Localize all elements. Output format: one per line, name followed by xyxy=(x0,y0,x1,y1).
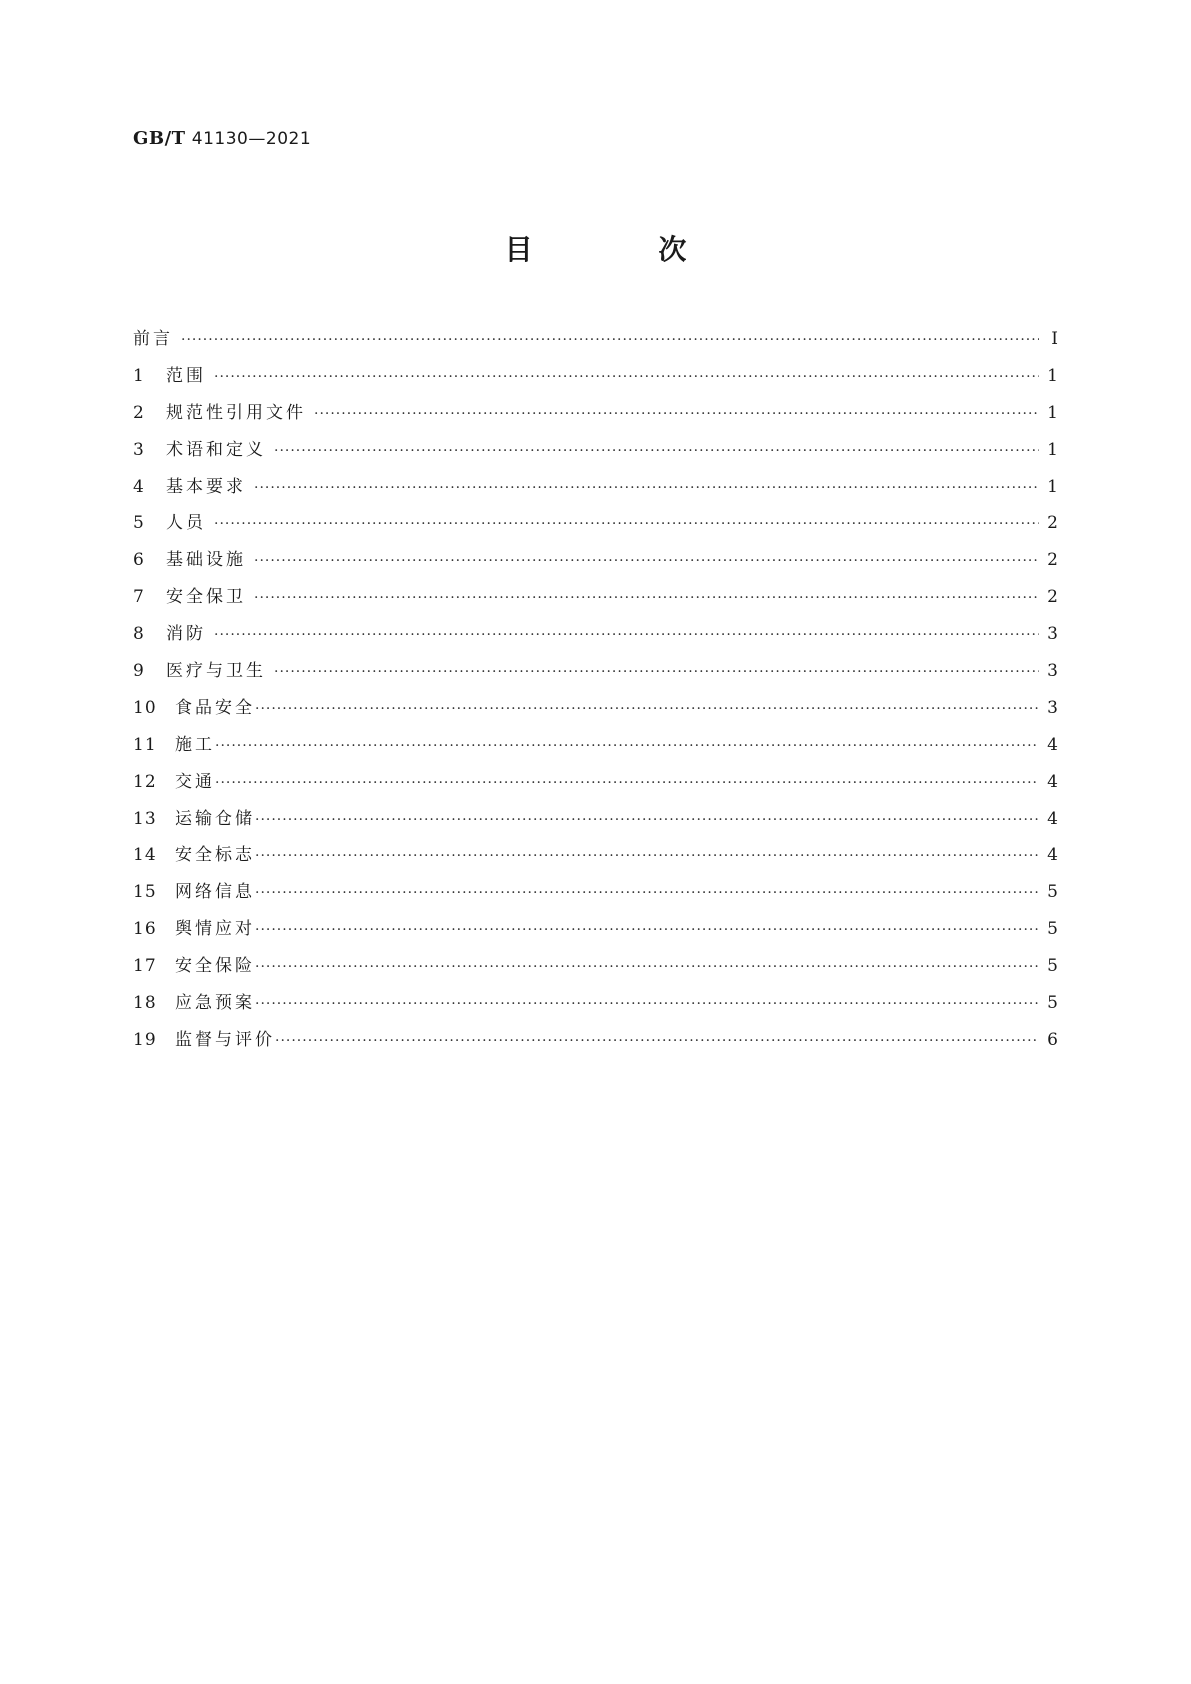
toc-entry-label: 应急预案 xyxy=(175,993,255,1014)
toc-entry-page: 1 xyxy=(1047,402,1059,423)
toc-entry-label: 安全保险 xyxy=(175,956,255,977)
toc-entry[interactable] xyxy=(133,656,1059,693)
toc-entry[interactable] xyxy=(133,988,1059,1025)
toc-entry-number: 2 xyxy=(133,402,145,423)
toc-dot-leader xyxy=(255,922,1039,938)
toc-dot-leader xyxy=(255,885,1039,901)
toc-entry-page: 4 xyxy=(1047,734,1059,755)
toc-dot-leader xyxy=(255,959,1039,975)
toc-entry-page: 3 xyxy=(1047,624,1059,645)
toc-entry[interactable] xyxy=(133,840,1059,877)
toc-dot-leader xyxy=(254,590,1039,606)
toc-entry[interactable] xyxy=(133,767,1059,804)
toc-dot-leader xyxy=(255,996,1039,1012)
toc-entry-page: 4 xyxy=(1047,845,1059,866)
toc-entry-label: 运输仓储 xyxy=(175,808,255,829)
toc-entry-page: 5 xyxy=(1047,956,1059,977)
toc-entry-page: 5 xyxy=(1047,882,1059,903)
toc-dot-leader xyxy=(274,443,1039,459)
toc-entry-label: 安全保卫 xyxy=(166,587,246,608)
toc-entry-number: 16 xyxy=(133,919,157,940)
toc-entry-number: 14 xyxy=(133,845,157,866)
toc-entry-number: 9 xyxy=(133,661,145,682)
toc-entry-page: 3 xyxy=(1047,661,1059,682)
toc-dot-leader xyxy=(254,480,1039,496)
toc-entry-label: 医疗与卫生 xyxy=(166,661,266,682)
toc-entry[interactable] xyxy=(133,435,1059,472)
toc-dot-leader xyxy=(214,369,1039,385)
toc-entry-label: 术语和定义 xyxy=(166,439,266,460)
toc-dot-leader xyxy=(314,406,1039,422)
toc-entry-number: 15 xyxy=(133,882,157,903)
toc-entry-label: 范围 xyxy=(166,365,206,386)
table-of-contents xyxy=(133,324,1059,1062)
toc-entry[interactable] xyxy=(133,398,1059,435)
toc-entry-number: 6 xyxy=(133,550,145,571)
toc-entry[interactable] xyxy=(133,1025,1059,1062)
toc-entry-number: 18 xyxy=(133,993,157,1014)
toc-entry-label: 交通 xyxy=(175,771,215,792)
toc-dot-leader xyxy=(214,627,1039,643)
toc-entry-page: 2 xyxy=(1047,550,1059,571)
toc-dot-leader xyxy=(255,701,1039,717)
toc-dot-leader xyxy=(215,775,1039,791)
toc-entry-number: 1 xyxy=(133,365,145,386)
toc-entry[interactable] xyxy=(133,508,1059,545)
toc-entry-number: 12 xyxy=(133,771,157,792)
toc-entry[interactable] xyxy=(133,804,1059,841)
toc-entry-page: 5 xyxy=(1047,919,1059,940)
toc-entry-label: 人员 xyxy=(166,513,206,534)
toc-dot-leader xyxy=(254,553,1039,569)
toc-dot-leader xyxy=(255,848,1039,864)
toc-entry-page: Ⅰ xyxy=(1051,329,1059,349)
toc-entry-number: 11 xyxy=(133,734,157,755)
standard-code xyxy=(133,128,311,149)
toc-entry-page: 1 xyxy=(1047,439,1059,460)
toc-entry-label: 网络信息 xyxy=(175,882,255,903)
toc-entry-page: 2 xyxy=(1047,587,1059,608)
toc-entry-label: 安全标志 xyxy=(175,845,255,866)
toc-entry-number: 17 xyxy=(133,956,157,977)
toc-dot-leader xyxy=(255,812,1039,828)
toc-entry-number: 8 xyxy=(133,624,145,645)
toc-entry[interactable] xyxy=(133,951,1059,988)
toc-entry[interactable] xyxy=(133,619,1059,656)
standard-number: 41130—2021 xyxy=(191,129,312,149)
toc-entry-label: 食品安全 xyxy=(175,697,255,718)
toc-entry-label: 前言 xyxy=(133,329,173,349)
toc-entry-label: 舆情应对 xyxy=(175,919,255,940)
toc-entry-number: 7 xyxy=(133,587,145,608)
toc-dot-leader xyxy=(215,738,1039,754)
toc-entry-page: 4 xyxy=(1047,808,1059,829)
toc-entry-label: 消防 xyxy=(166,624,206,645)
toc-entry-label: 施工 xyxy=(175,734,215,755)
toc-entry-page: 5 xyxy=(1047,993,1059,1014)
toc-dot-leader xyxy=(275,1033,1039,1049)
toc-entry-page: 1 xyxy=(1047,476,1059,497)
standard-prefix: GB/T xyxy=(133,128,186,149)
toc-entry[interactable] xyxy=(133,877,1059,914)
toc-entry[interactable] xyxy=(133,324,1059,361)
toc-entry-page: 2 xyxy=(1047,513,1059,534)
toc-entry-number: 19 xyxy=(133,1029,157,1050)
toc-entry[interactable] xyxy=(133,472,1059,509)
toc-entry-label: 规范性引用文件 xyxy=(166,402,306,423)
toc-entry-number: 5 xyxy=(133,513,145,534)
toc-title: 目 次 xyxy=(504,233,745,266)
toc-dot-leader xyxy=(214,516,1039,532)
toc-entry-page: 4 xyxy=(1047,771,1059,792)
toc-entry-number: 4 xyxy=(133,476,145,497)
toc-entry[interactable] xyxy=(133,361,1059,398)
toc-entry[interactable] xyxy=(133,693,1059,730)
toc-entry-page: 1 xyxy=(1047,365,1059,386)
toc-entry-label: 基本要求 xyxy=(166,476,246,497)
toc-entry[interactable] xyxy=(133,545,1059,582)
toc-entry[interactable] xyxy=(133,914,1059,951)
toc-entry[interactable] xyxy=(133,730,1059,767)
toc-entry-number: 13 xyxy=(133,808,157,829)
toc-entry-label: 基础设施 xyxy=(166,550,246,571)
toc-entry-page: 3 xyxy=(1047,697,1059,718)
toc-entry-number: 10 xyxy=(133,697,157,718)
toc-entry-number: 3 xyxy=(133,439,145,460)
toc-dot-leader xyxy=(181,332,1039,348)
toc-entry-label: 监督与评价 xyxy=(175,1029,275,1050)
toc-dot-leader xyxy=(274,664,1039,680)
toc-entry-page: 6 xyxy=(1047,1029,1059,1050)
toc-entry[interactable] xyxy=(133,582,1059,619)
